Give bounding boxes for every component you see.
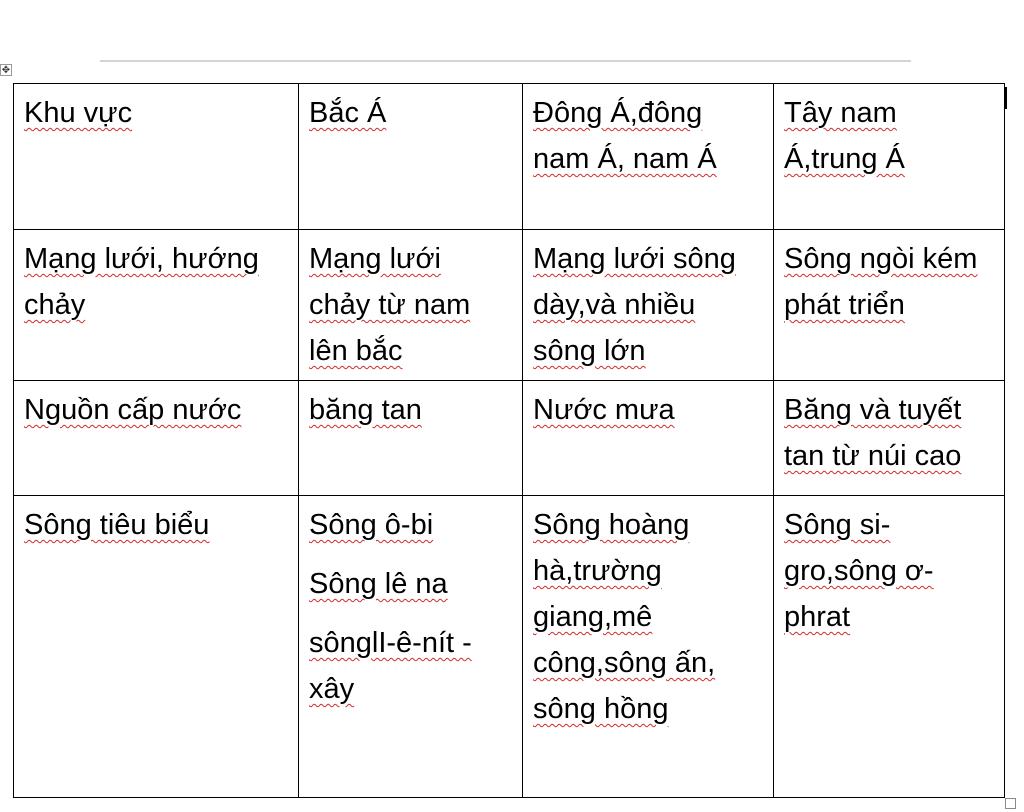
cell-text: Sông lê na [309, 568, 448, 600]
cell-text: Khu vực [24, 97, 133, 129]
table-cell[interactable] [523, 496, 774, 798]
cell-text: sông lớn [533, 335, 646, 367]
table-cell[interactable] [14, 496, 299, 798]
cell-text: Nguồn cấp nước [24, 394, 242, 426]
cell-text: nam Á, nam Á [533, 143, 717, 175]
table-row [14, 496, 1005, 798]
table-cell[interactable] [523, 84, 774, 230]
cell-text: Mạng lưới, hướng [24, 243, 259, 275]
table-cell[interactable] [523, 381, 774, 496]
cell-text: lên bắc [309, 335, 403, 367]
cell-text: sônglI-ê-nít - [309, 627, 472, 659]
table-row [14, 381, 1005, 496]
cell-text: công,sông ấn, [533, 647, 716, 679]
cell-text: Sông ô-bi [309, 509, 434, 541]
cell-text: hà,trường [533, 555, 662, 587]
cell-text: sông hồng [533, 693, 669, 725]
table-move-handle-icon[interactable]: ✥ [1, 65, 11, 76]
cell-text: Mạng lưới [309, 243, 441, 275]
table-cell[interactable] [299, 230, 523, 381]
cell-text: Sông si- [784, 509, 891, 541]
cell-text: băng tan [309, 394, 422, 426]
cell-text: Mạng lưới sông [533, 243, 736, 275]
cell-text: Sông tiêu biểu [24, 509, 210, 541]
cell-text: phát triển [784, 289, 905, 321]
cell-text: Nước mưa [533, 394, 675, 426]
cell-text: phrat [784, 601, 851, 633]
table-cell[interactable] [774, 496, 1005, 798]
table-cell[interactable] [14, 381, 299, 496]
cell-text: Đông Á,đông [533, 97, 703, 129]
table-cell[interactable] [299, 496, 523, 798]
table-row [14, 230, 1005, 381]
cell-text: Tây nam [784, 97, 897, 129]
table-cell[interactable] [14, 84, 299, 230]
table-resize-handle-icon[interactable] [1005, 798, 1016, 809]
page-top-rule [100, 60, 911, 62]
table-row-header [14, 84, 1005, 230]
cell-text: tan từ núi cao [784, 440, 962, 472]
cell-text: Sông ngòi kém [784, 243, 978, 275]
text-cursor [1005, 87, 1007, 109]
cell-text: Bắc Á [309, 97, 387, 129]
cell-text: gro,sông ơ- [784, 555, 934, 587]
cell-text: chảy từ nam [309, 289, 471, 321]
cell-text: giang,mê [533, 601, 653, 633]
cell-text: dày,và nhiều [533, 289, 696, 321]
table-cell[interactable] [774, 381, 1005, 496]
table-cell[interactable] [299, 84, 523, 230]
cell-text: Băng và tuyết [784, 394, 962, 426]
river-comparison-table [13, 83, 1005, 798]
table-cell[interactable] [774, 230, 1005, 381]
cell-text: chảy [24, 289, 86, 321]
table-cell[interactable] [774, 84, 1005, 230]
cell-text: Á,trung Á [784, 143, 905, 175]
table-cell[interactable] [14, 230, 299, 381]
table-cell[interactable] [523, 230, 774, 381]
cell-text: xây [309, 673, 355, 705]
cell-text: Sông hoàng [533, 509, 690, 541]
table-cell[interactable] [299, 381, 523, 496]
